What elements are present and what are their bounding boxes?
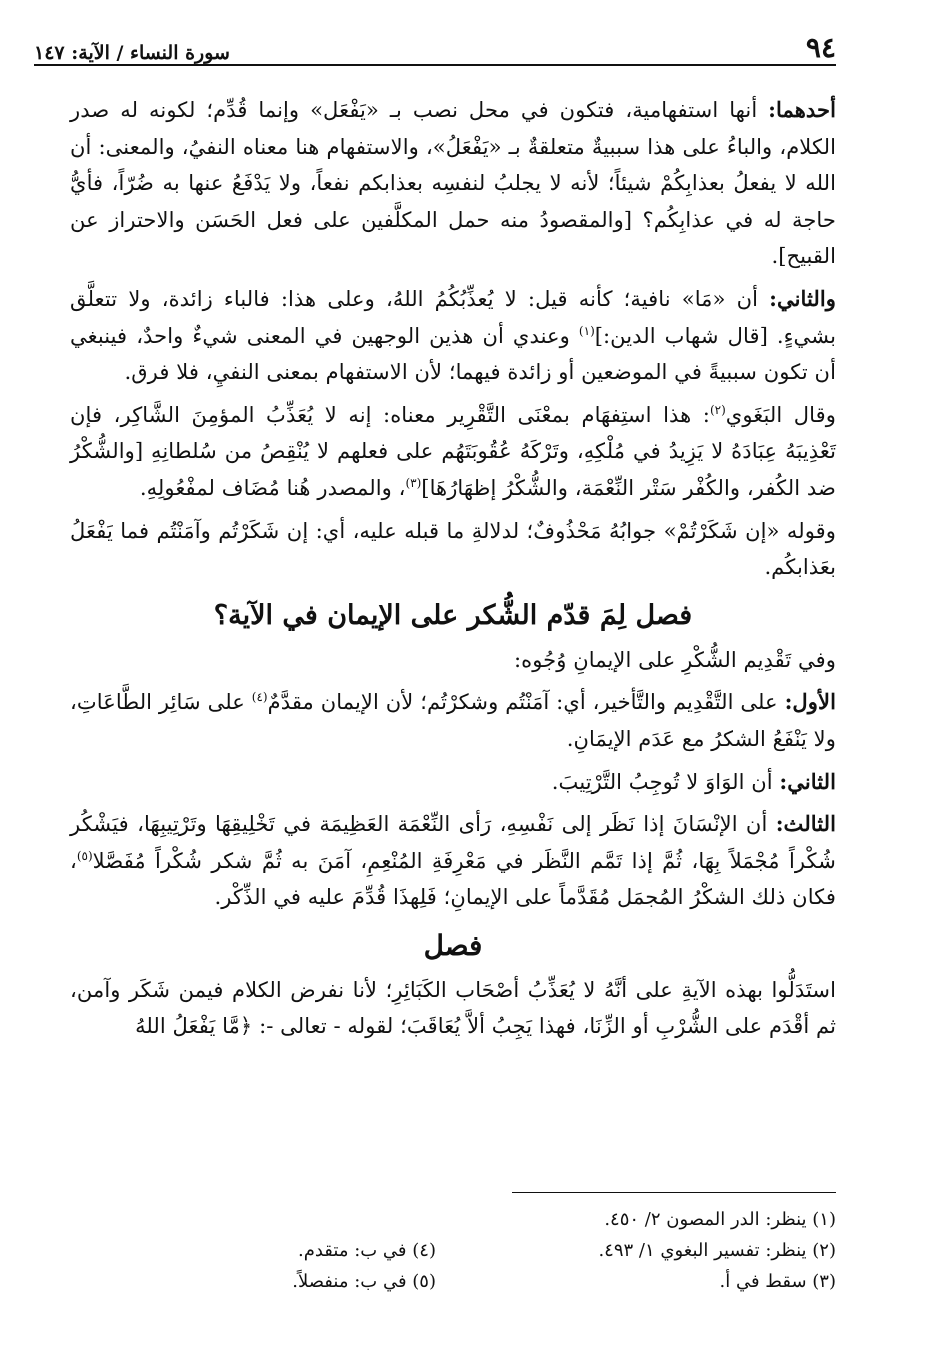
footnote-ref: (٥) [76,848,93,863]
footnote-column-right [476,1204,836,1297]
footnote-column-left [76,1235,436,1297]
section-heading: فصل [423,928,483,962]
running-title: سورة النساء / الآية: ١٤٧ [34,42,230,64]
footnote-ref: (٣) [405,475,422,490]
paragraph-text: وقوله «إن شَكَرْتُمْ» جوابُهُ مَحْذُوفٌ؛ لدلالةِ ما قبله عليه، أي: إن شَكَرْتُم وآمَنْتُم فما يَفْعَلُ بعَذابكُم. [70,517,836,580]
footnote-ref: (٢) [709,402,726,417]
paragraph-8 [70,806,836,916]
footnote-ref: (١) [578,323,595,338]
paragraph-text: أن الإنْسَانَ إذا نَظَر إلى نَفْسِهِ، رَأى النِّعْمَة العَظِيمَة في تَخْلِيقِهَا وتَرْتِيبِهَا، فيَشْكُر شُكْراً مُجْمَلاً بِهَا، ثُمَّ إذا تَمَّم النَّظَر في مَعْرِفَةِ المُنْعِمِ، آمَنَ به ثُمَّ شكر شُكْراً مُفَصَّلا [70,811,836,873]
paragraph-2 [70,281,836,391]
paragraph-1 [70,92,836,275]
footnote-5: (٥) في ب: منفصلاً. [292,1271,436,1292]
main-text [70,92,836,1051]
footnote-1: (١) ينظر: الدر المصون ٢/ ٤٥٠. [604,1209,836,1230]
paragraph-4 [70,513,836,586]
paragraph-9 [70,972,836,1045]
paragraph-text: أنها استفهامية، فتكون في محل نصب بـ «يَفْعَل» وإنما قُدِّم؛ لكونه له صدر الكلام، والباءُ على هذا سببيةٌ متعلقةٌ بـ «يَفْعَلُ»، والاستفهام هنا معناه النفيُ، والمعنى: أن الله لا يفعلُ بعذابِكُمْ شيئاً؛ لأنه لا يجلبُ لنفسِه بعذابكم نفعاً، ولا يَدْفَعُ عنها به ضُرّاً، فأيُّ حاجة له في عذابِكُم؟ [والمقصودُ منه حمل المكلَّفين على فعل الحَسَن والاحتراز عن القبيح]. [70,97,836,269]
section-heading: فصل لِمَ قدّم الشُّكر على الإيمان في الآية؟ [213,599,693,631]
paragraph-text: وعندي أن هذين الوجهين في المعنى شيءٌ واحدٌ، فينبغي أن تكون سببيةً في الموضعين أو زائدة فيهما؛ لأن الاستفهام بمعنى النفيِ، فلا فرق. [70,322,836,385]
footnote-3: (٣) سقط في أ. [719,1271,836,1292]
footnote-divider [512,1192,836,1193]
paragraph-text: على سَائِر الطَّاعَاتِ، ولا يَنْفَعُ الشكرُ مع عَدَم الإيمَانِ. [70,689,836,751]
paragraph-text: استَدَلُّوا بهذه الآيةِ على أنَّهُ لا يُعَذِّبُ أصْحَاب الكَبَائِرِ؛ لأنا نفرض الكلام فيمن شَكَر وآمن، ثم أقْدَم على الشُّرْبِ أو الزِّنَا، فهذا يَجِبُ ألاَّ يُعَاقَبَ؛ لقوله - تعالى -: ﴿مَّا يَفْعَلُ اللهُ [70,976,836,1039]
paragraph-3 [70,397,836,507]
paragraph-text: ، فكان ذلك الشكْرُ المُجمَل مُقَدَّماً على الإيمانِ؛ فَلِهذَا قُدِّمَ عليه في الذِّكْر. [70,847,836,910]
paragraph-text: وفي تَقْدِيم الشُّكْرِ على الإيمانِ وُجُوه: [513,646,836,672]
paragraph-lead: الثالث: [775,811,836,837]
paragraph-7 [70,764,836,801]
paragraph-text: وقال البَغَوي [725,401,836,427]
footnote-2: (٢) ينظر: تفسير البغوي ١/ ٤٩٣. [598,1240,836,1261]
paragraph-lead: الأول: [784,689,836,715]
footnote-4: (٤) في ب: متقدم. [297,1240,436,1261]
paragraph-text: أن الوَاوَ لا تُوجِبُ التَّرْتِيبَ. [551,768,773,794]
paragraph-text: ، والمصدر هُنا مُضَاف لمفْعُولِهِ. [139,474,406,500]
paragraph-lead: أحدهما: [768,97,836,122]
page-header [34,30,836,66]
footnote-ref: (٤) [251,690,268,705]
paragraph-text: على التَّقْدِيم والتَّأخير، أي: آمَنْتُم وشكرْتُم؛ لأن الإيمان مقدَّمٌ [267,689,778,715]
page-number: ٩٤ [805,31,836,64]
paragraph-text: أن «مَا» نافية؛ كأنه قيل: لا يُعذِّبُكُمُ اللهُ، وعلى هذا: فالباء زائدة، ولا تتعلَّق بشيءٍ. [قال شهاب الدين:] [70,285,836,348]
paragraph-lead: الثاني: [779,768,836,794]
paragraph-6 [70,684,836,757]
paragraph-5 [70,642,836,679]
paragraph-lead: والثاني: [769,285,836,311]
paragraph-text: : هذا استِفهَام بمعْنَى التَّقْرِير معناه: إنه لا يُعَذِّبُ المؤمِنَ الشَّاكِر، فإن تَعْذِيبَهُ عِبَادَهُ لا يَزِيدُ في مُلْكِهِ، وتَرْكَهُ عُقُوبَتَهُم على فعلهم لا يُنْقِصُ من سُلطانِهِ [والشُّكْرُ ضد الكُفر، والكُفْر سَتْر النِّعْمَة، والشُّكْرُ إظهَارُهَا] [70,401,836,500]
